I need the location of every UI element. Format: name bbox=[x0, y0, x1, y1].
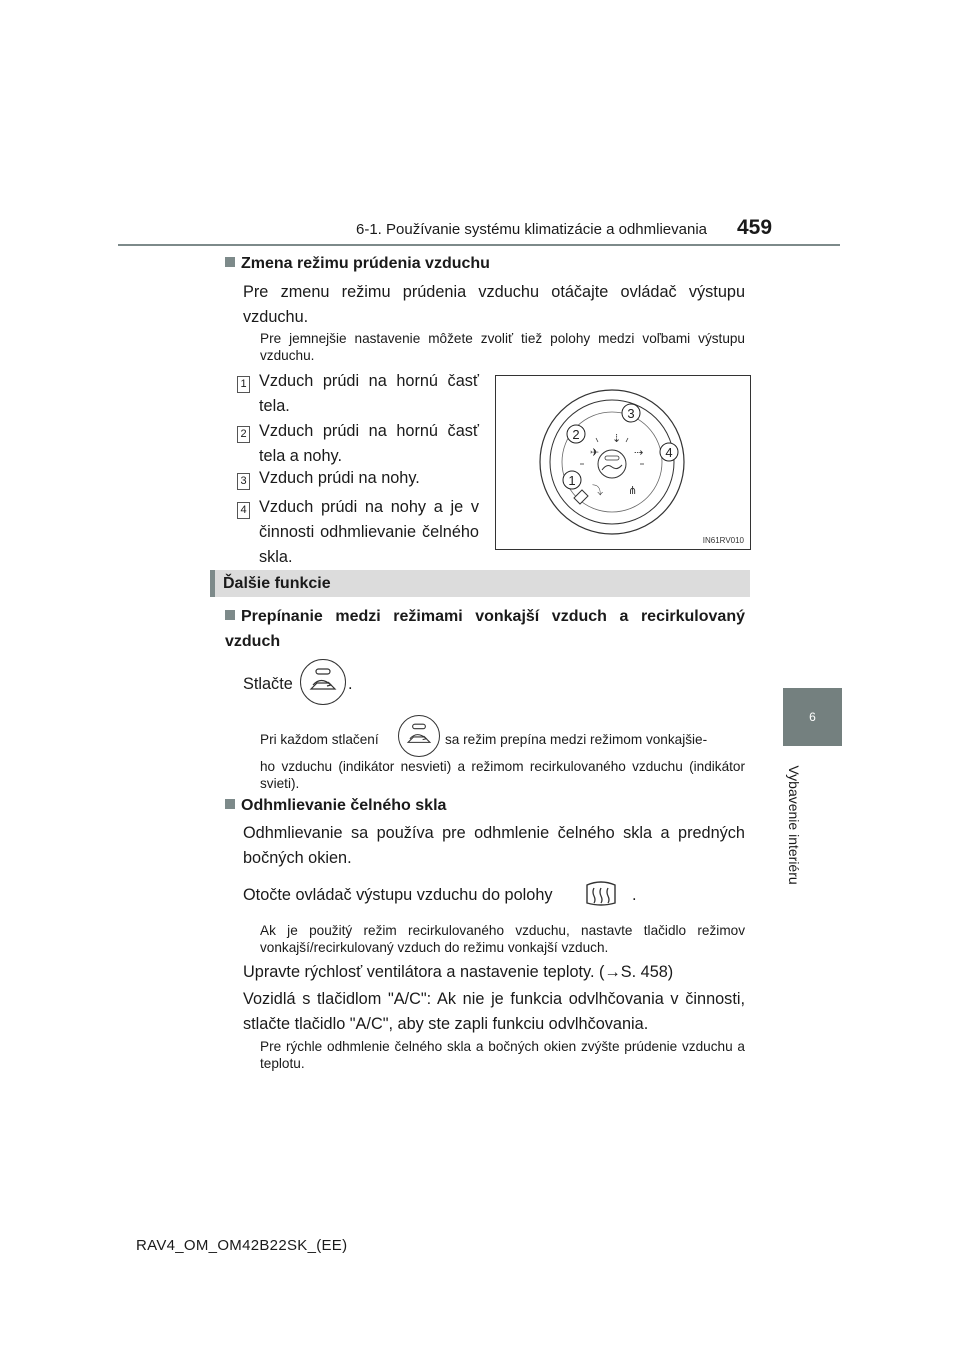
callout-2 bbox=[567, 425, 585, 443]
air-outlet-dial-illustration bbox=[496, 376, 750, 549]
svg-text:4: 4 bbox=[665, 445, 673, 460]
header-rule bbox=[118, 244, 840, 246]
chapter-tab bbox=[783, 688, 842, 746]
bullet-square-icon bbox=[225, 799, 235, 809]
note-suffix: sa režim prepína medzi režimom vonkajšie- bbox=[445, 732, 708, 747]
chapter-number: 6 bbox=[809, 710, 816, 724]
svg-text:⤵: ⤵ bbox=[592, 484, 603, 497]
air-flow-body: Pre zmenu režimu prúdenia vzduchu otáčajte ovládač výstupu vzduchu. bbox=[243, 283, 745, 326]
bullet-square-icon bbox=[225, 257, 235, 267]
section-heading-recirculation: Prepínanie medzi režimami vonkajší vzduch a recirkulovaný vzduch bbox=[225, 608, 745, 650]
header-section-title: 6-1. Používanie systému klimatizácie a odhmlievania bbox=[356, 221, 707, 238]
item-number: 1 bbox=[237, 376, 250, 393]
item-number: 2 bbox=[237, 426, 250, 443]
bullet-square-icon bbox=[225, 610, 235, 620]
list-item-text: Vzduch prúdi na nohy a je v činnosti odhmlievanie čelného skla. bbox=[259, 498, 479, 566]
chapter-label bbox=[779, 757, 809, 893]
item-number: 4 bbox=[237, 502, 250, 519]
ac-line: Vozidlá s tlačidlom "A/C": Ak nie je funkcia odvlhčovania v činnosti, stlačte tlačidlo "A/C", aby ste zapli funkciu odvlhčovania. bbox=[243, 990, 745, 1033]
air-outlet-dial-figure bbox=[495, 375, 751, 550]
defog-note-1: Ak je použitý režim recirkulovaného vzduchu, nastavte tlačidlo režimov vonkajší/recirkulovaný vzduch do režimu vonkajší vzduch. bbox=[260, 923, 745, 955]
figure-code: IN61RV010 bbox=[702, 536, 744, 545]
list-item-text: Vzduch prúdi na nohy. bbox=[259, 469, 420, 487]
list-item-text: Vzduch prúdi na hornú časť tela a nohy. bbox=[259, 422, 479, 465]
section-bar-title: Ďalšie funkcie bbox=[223, 575, 331, 592]
callout-4 bbox=[660, 443, 678, 461]
section-heading-air-flow: Zmena režimu prúdenia vzduchu bbox=[225, 255, 490, 273]
list-item bbox=[237, 471, 250, 490]
list-item bbox=[237, 374, 250, 393]
press-prefix: Stlačte bbox=[243, 675, 293, 693]
list-item bbox=[237, 500, 250, 519]
section-heading-defog: Odhmlievanie čelného skla bbox=[225, 797, 446, 815]
note-rest: ho vzduchu (indikátor nesvieti) a režimom recirkulovaného vzduchu (indikátor svieti). bbox=[260, 759, 745, 791]
list-item-text: Vzduch prúdi na hornú časť tela. bbox=[259, 372, 479, 415]
defog-note-2: Pre rýchle odhmlenie čelného skla a bočných okien zvýšte prúdenie vzduchu a teplotu. bbox=[260, 1039, 745, 1071]
list-item bbox=[237, 424, 250, 443]
item-number: 3 bbox=[237, 473, 250, 490]
defog-body: Odhmlievanie sa používa pre odhmlenie čelného skla a predných bočných okien. bbox=[243, 824, 745, 867]
turn-prefix: Otočte ovládač výstupu vzduchu do polohy bbox=[243, 886, 553, 904]
press-suffix: . bbox=[348, 675, 353, 693]
svg-text:⇢: ⇢ bbox=[634, 446, 644, 459]
section-bar-accent bbox=[210, 570, 215, 597]
chapter-label-text: Vybavenie interiéru bbox=[786, 765, 802, 885]
windshield-defog-icon bbox=[584, 879, 618, 909]
fan-line: Upravte rýchlosť ventilátora a nastavenie teploty. (→S. 458) bbox=[243, 963, 674, 981]
turn-suffix: . bbox=[632, 886, 637, 904]
svg-text:2: 2 bbox=[572, 427, 580, 442]
air-flow-note: Pre jemnejšie nastavenie môžete zvoliť tiež polohy medzi voľbami výstupu vzduchu. bbox=[260, 331, 745, 363]
page-number: 459 bbox=[737, 216, 773, 239]
callout-3 bbox=[622, 404, 640, 422]
note-prefix: Pri každom stlačení bbox=[260, 732, 379, 747]
svg-text:✈: ✈ bbox=[590, 446, 600, 459]
svg-text:⋔: ⋔ bbox=[628, 484, 638, 497]
recirculation-button-icon bbox=[398, 715, 440, 757]
svg-text:3: 3 bbox=[627, 406, 635, 421]
svg-text:⇣: ⇣ bbox=[612, 432, 622, 445]
svg-text:1: 1 bbox=[568, 473, 576, 488]
footer-doc-code: RAV4_OM_OM42B22SK_(EE) bbox=[136, 1237, 348, 1254]
recirculation-button-icon bbox=[300, 659, 346, 705]
callout-1 bbox=[563, 471, 581, 489]
